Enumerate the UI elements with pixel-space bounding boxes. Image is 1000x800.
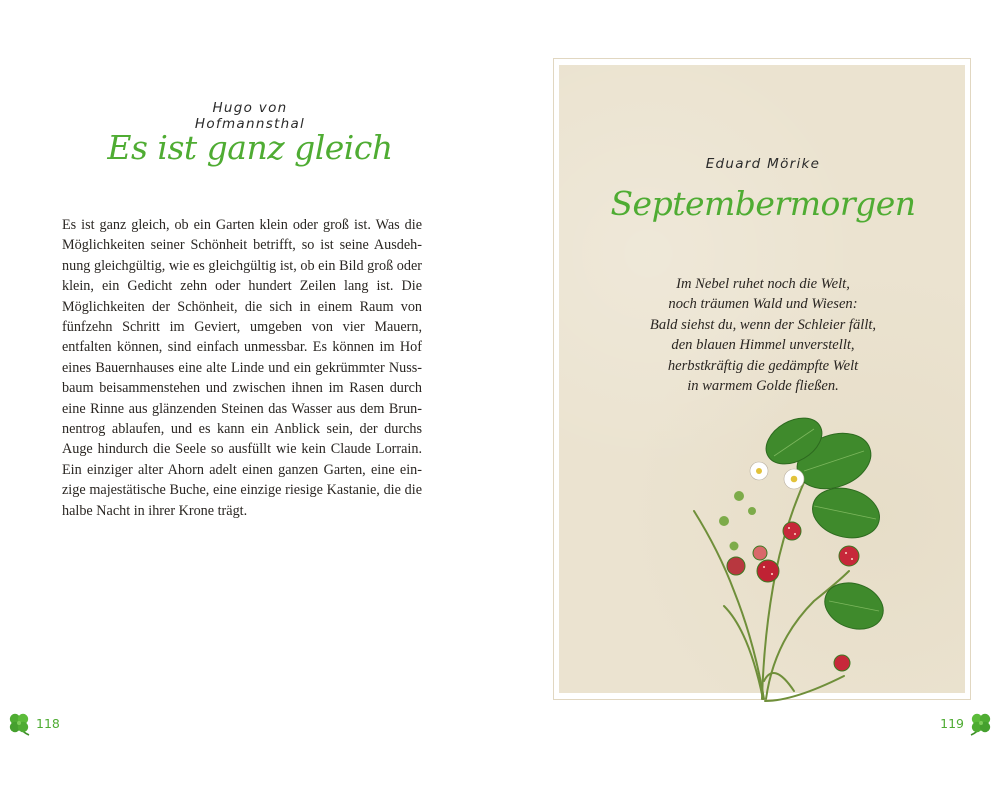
left-title: Es ist ganz gleich bbox=[107, 128, 393, 167]
right-author: Eduard Mörike bbox=[705, 156, 821, 172]
prose-line: oder klein, ein Gedicht zehn oder hundert Zeilen lang ist. bbox=[62, 257, 422, 295]
page-number-label: 119 bbox=[940, 715, 964, 731]
right-page bbox=[500, 0, 1000, 800]
clover-icon bbox=[4, 708, 34, 738]
prose-line: Auge hindurch die Seele so ausfüllt wie kein Claude Lorrain. bbox=[62, 441, 422, 458]
prose-line: Möglichkeiten seiner Schönheit betrifft, so ist seine Ausdeh- bbox=[62, 237, 422, 254]
left-author: Hugo von Hofmannsthal bbox=[194, 100, 306, 132]
poem-line: Bald siehst du, wenn der Schleier fällt, bbox=[649, 316, 877, 333]
clover-icon bbox=[966, 708, 996, 738]
poem-card bbox=[553, 58, 971, 700]
right-title: Septembermorgen bbox=[610, 184, 916, 223]
page-number-left bbox=[4, 708, 60, 738]
prose-line: zige majestätische Buche, eine einzige riesige Kastanie, die die bbox=[62, 482, 422, 499]
poem-line: Im Nebel ruhet noch die Welt, bbox=[676, 276, 850, 292]
strawberry-illustration bbox=[664, 401, 884, 711]
prose-line: von fünfzehn Schritt im Geviert, umgeben von vier Mauern, bbox=[62, 298, 422, 336]
poem-line: herbstkräftig die gedämpfte Welt bbox=[667, 357, 859, 374]
page-number-right bbox=[940, 708, 996, 738]
prose-line: baum beisammenstehen und zwischen ihnen im Rasen durch bbox=[62, 380, 422, 397]
poem-line: in warmem Golde fließen. bbox=[687, 378, 839, 395]
poem-line: noch träumen Wald und Wiesen: bbox=[668, 296, 858, 313]
poem-line: den blauen Himmel unverstellt, bbox=[671, 337, 855, 354]
poem bbox=[554, 274, 972, 396]
prose-line: Die Möglichkeiten der Schönheit, die sich in einem Raum bbox=[62, 278, 422, 315]
prose-line: Ein einziger alter Ahorn adelt einen ganzen Garten, eine ein- bbox=[62, 461, 422, 478]
prose-line: eine Rinne aus glänzenden Steinen das Wasser aus dem Brun- bbox=[62, 400, 422, 417]
prose-line: entfalten können, sind einfach unmessbar. Es können im Hof bbox=[62, 339, 422, 356]
prose-line: Es ist ganz gleich, ob ein Garten klein oder groß ist. Was die bbox=[62, 217, 422, 233]
prose-text bbox=[62, 215, 422, 521]
prose-line: nentrog ablaufen, und es kann ein Anblick sein, der durchs bbox=[62, 421, 422, 438]
prose-line: eines Bauernhauses eine alte Linde und ein gekrümmter Nuss- bbox=[62, 359, 422, 376]
prose-line: halbe Nacht in ihrer Krone trägt. bbox=[62, 502, 248, 519]
page-number-label: 118 bbox=[36, 715, 60, 731]
prose-line: nung gleichgültig, wie es gleichgültig ist, ob ein Bild groß bbox=[62, 257, 394, 274]
